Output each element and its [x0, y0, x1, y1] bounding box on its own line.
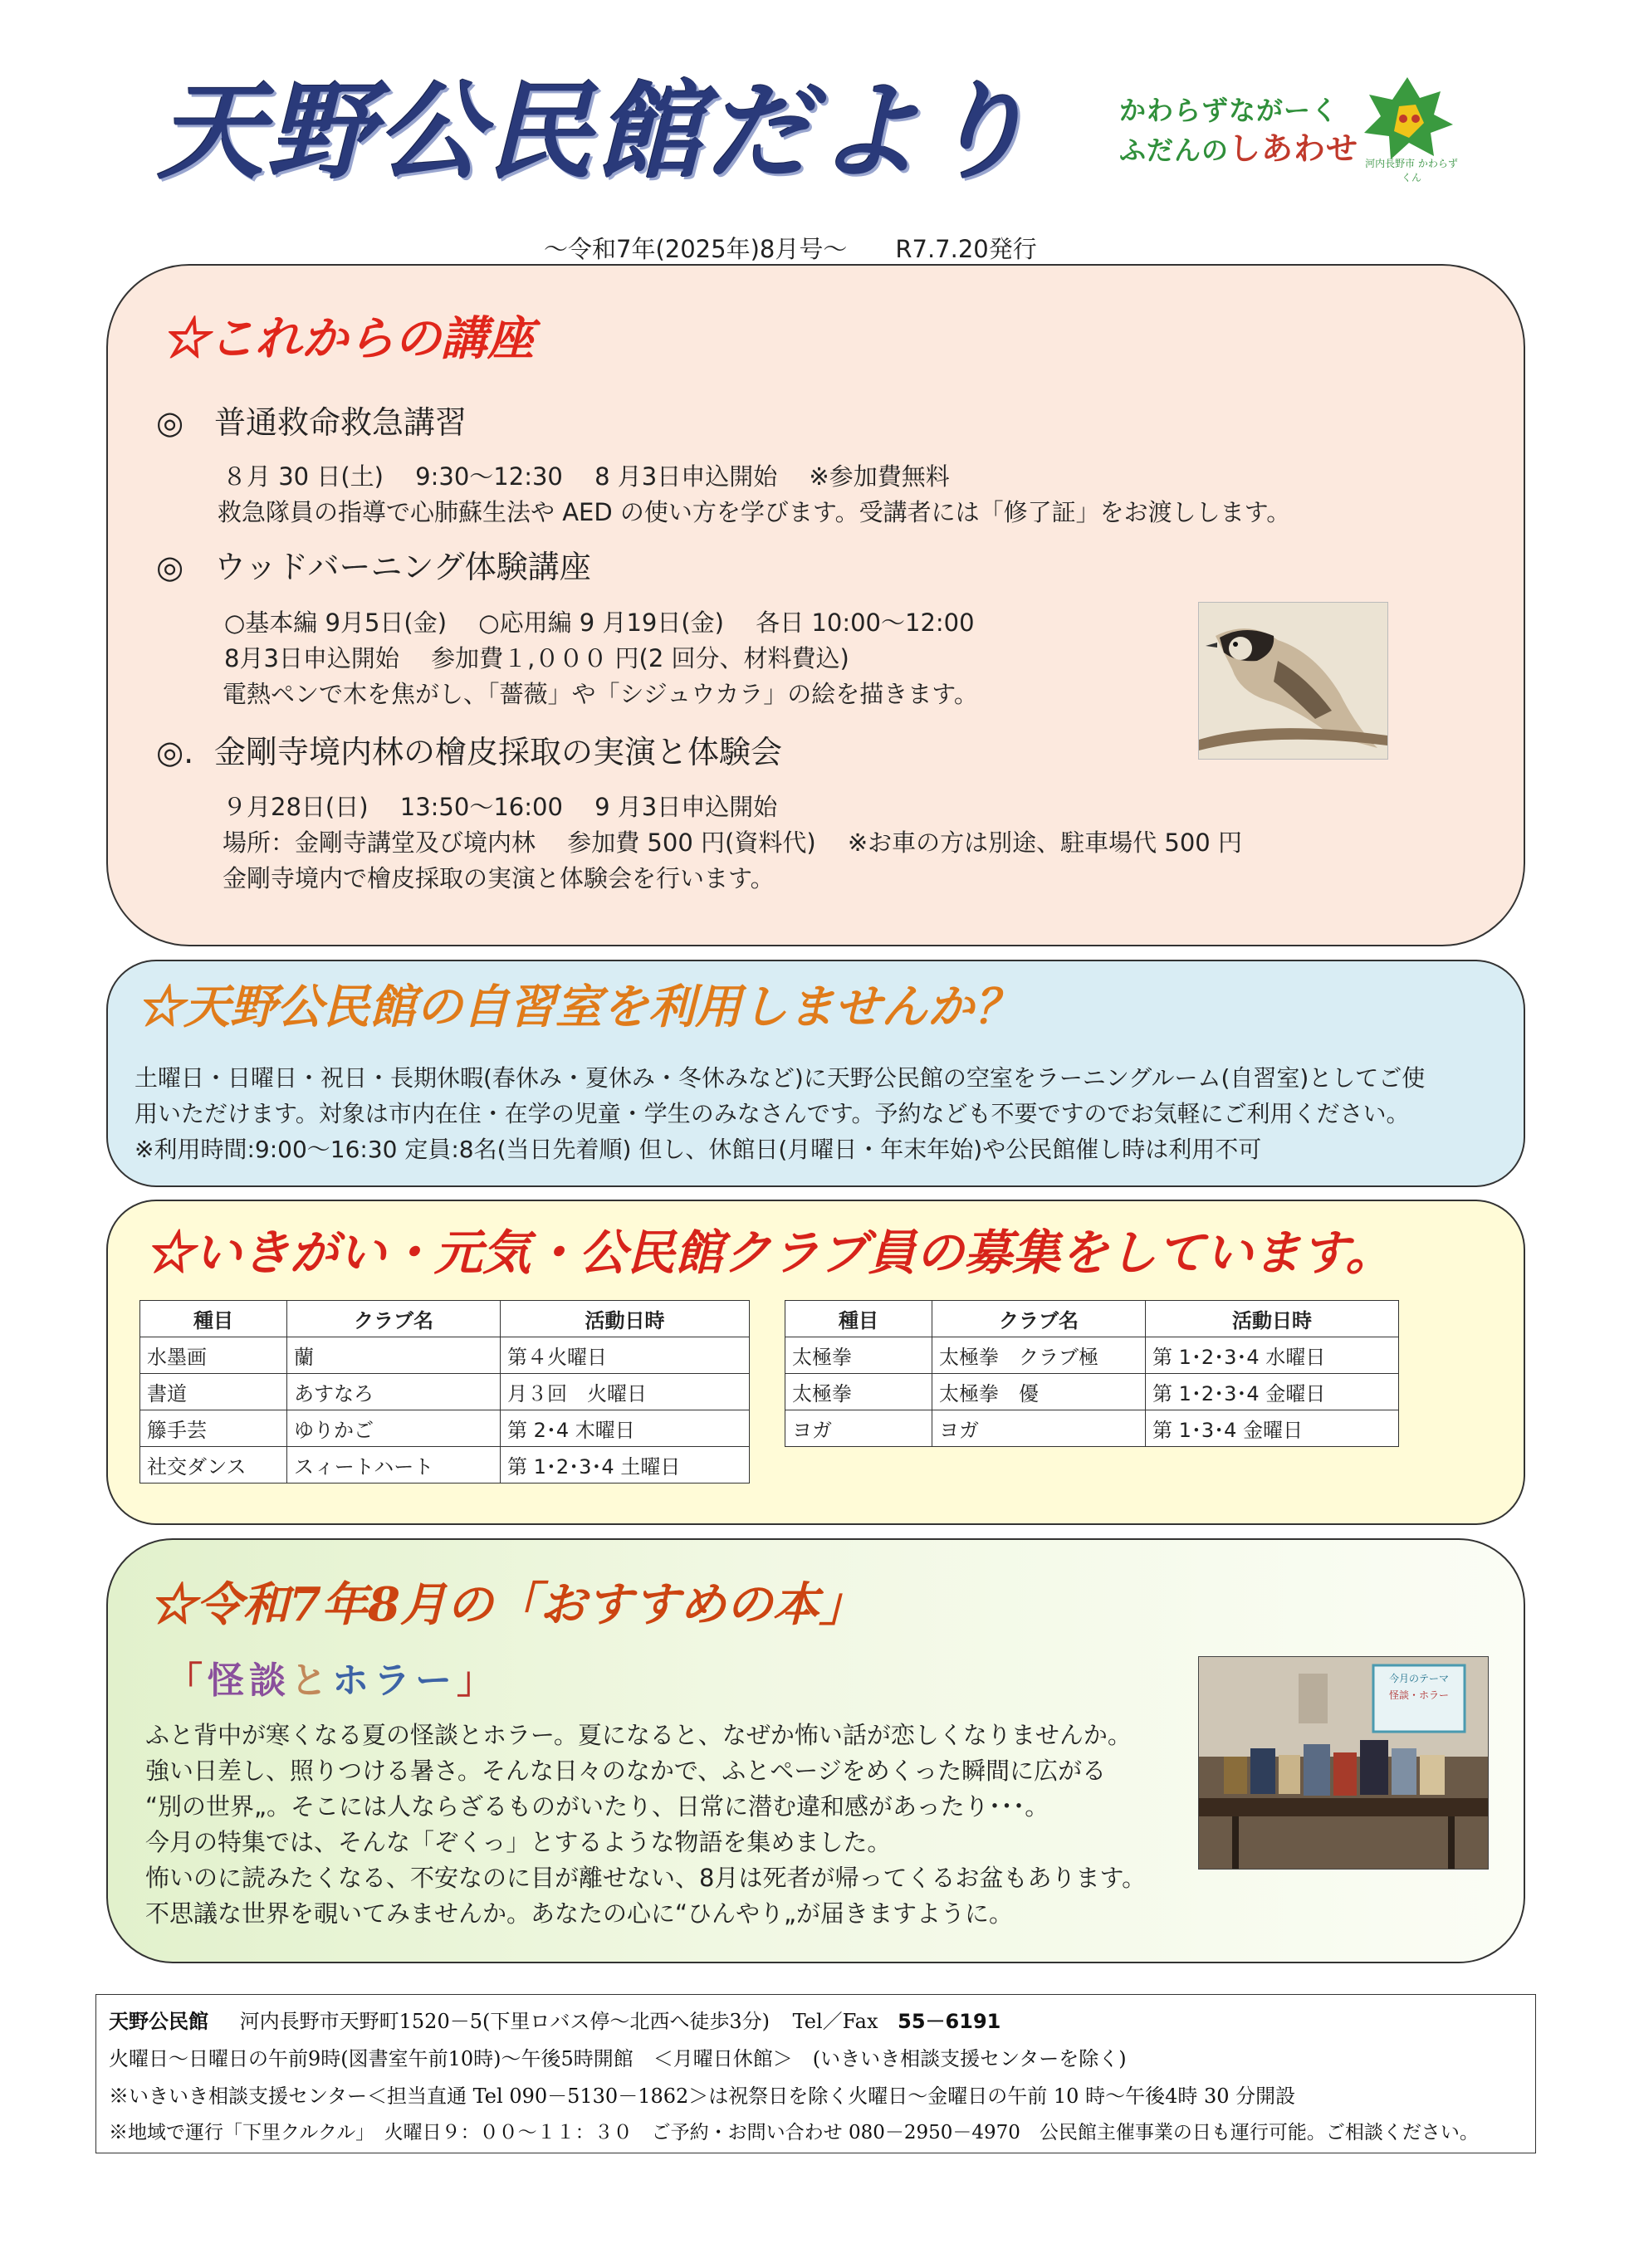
table-cell: 太極拳 クラブ極 [932, 1337, 1146, 1374]
slogan-text: ふだんの [1119, 134, 1230, 166]
column-header: クラブ名 [287, 1301, 501, 1337]
course-2-detail-3: 電熱ペンで木を焦がし、「薔薇」や「シジュウカラ」の絵を描きます。 [223, 680, 978, 708]
table-cell: 社交ダンス [140, 1447, 287, 1483]
table-cell: 水墨画 [140, 1337, 287, 1374]
study-line-3: ※利用時間:9:00～16:30 定員:8名(当日先着順) 但し、休館日(月曜日・年末年始)や公民館催し時は利用不可 [135, 1136, 1262, 1163]
slogan-line-2 [1119, 130, 1358, 169]
slogan [1119, 91, 1358, 169]
column-header: クラブ名 [932, 1301, 1146, 1337]
clubs-table-2 [785, 1300, 1399, 1447]
newsletter-title: 天野公民館だより [158, 70, 1035, 194]
table-cell: 第４火曜日 [501, 1337, 750, 1374]
table-cell: 月３回 火曜日 [501, 1374, 750, 1410]
table-header-row [140, 1301, 750, 1337]
theme-word-horror: ホラー [332, 1659, 457, 1702]
course-2-detail-2: 8月3日申込開始 参加費１,０００ 円(2 回分、材料費込) [224, 644, 849, 672]
table-cell: スィートハート [287, 1447, 501, 1483]
table-cell: ヨガ [932, 1410, 1146, 1447]
column-header: 種目 [785, 1301, 932, 1337]
footer-line-2: 火曜日～日曜日の午前9時(図書室午前10時)～午後5時開館 ＜月曜日休館＞ (いきいき相談支援センターを除く) [109, 2047, 1127, 2070]
course-title-1 [156, 397, 467, 442]
table-cell: 第 1･2･3･4 水曜日 [1146, 1337, 1399, 1374]
table-cell: 太極拳 [785, 1374, 932, 1410]
table-cell: 蘭 [287, 1337, 501, 1374]
table-cell: 太極拳 優 [932, 1374, 1146, 1410]
mascot-logo-icon [1358, 73, 1457, 164]
books-theme-title [166, 1650, 498, 1703]
books-line-6: 不思議な世界を覗いてみませんか。あなたの心に“ひんやり„が届きますように。 [145, 1899, 1014, 1928]
table-row [140, 1337, 750, 1374]
table-row [140, 1447, 750, 1483]
table-cell: ゆりかご [287, 1410, 501, 1447]
course-name: 金剛寺境内林の檜皮採取の実演と体験会 [214, 734, 783, 770]
table-cell: 第 1･3･4 金曜日 [1146, 1410, 1399, 1447]
footer-line-1 [109, 2005, 1000, 2034]
course-3-detail-2: 場所：金剛寺講堂及び境内林 参加費 500 円(資料代) ※お車の方は別途、駐車場代 500 円 [223, 829, 1242, 857]
tel-label: Tel／Fax [792, 2010, 878, 2033]
slogan-highlight: しあわせ [1229, 130, 1359, 167]
theme-word-to: と [291, 1659, 332, 1702]
poster-title: 今月のテーマ [1388, 1673, 1450, 1684]
study-line-2: 用いただけます。対象は市内在住・在学の児童・学生のみなさんです。予約なども不要ですのでお気軽にご利用ください。 [135, 1100, 1410, 1127]
books-line-2: 強い日差し、照りつける暑さ。そんな日々のなかで、ふとページをめくった瞬間に広がる [145, 1757, 1107, 1785]
table-row [140, 1410, 750, 1447]
books-display-photo [1198, 1656, 1489, 1870]
course-1-detail-2: 救急隊員の指導で心肺蘇生法や AED の使い方を学びます。受講者には「修了証」をお渡しします。 [218, 498, 1291, 526]
table-cell: ヨガ [785, 1410, 932, 1447]
publish-date: R7.7.20発行 [895, 235, 1037, 263]
table-cell: 第 1･2･3･4 金曜日 [1146, 1374, 1399, 1410]
books-line-1: ふと背中が寒くなる夏の怪談とホラー。夏になると、なぜか怖い話が恋しくなりませんか。 [145, 1721, 1132, 1749]
book-display-illustration-icon [1199, 1657, 1488, 1869]
books-heading: ☆令和7年8月の「おすすめの本」 [149, 1577, 866, 1632]
tel-number: 55－6191 [898, 2010, 1001, 2033]
bird-illustration-icon [1199, 603, 1387, 759]
table-cell: 第 2･4 木曜日 [501, 1410, 750, 1447]
study-room-heading: ☆天野公民館の自習室を利用しませんか？ [137, 980, 1020, 1034]
course-3-detail-1: ９月28日(日) 13:50～16:00 9 月3日申込開始 [223, 793, 778, 821]
footer-info-box [95, 1994, 1536, 2153]
footer-line-4: ※地域で運行「下里クルクル」 火曜日９：００～１１：３０ ご予約・お問い合わせ 080－2950－4970 公民館主催事業の日も運行可能。ご相談ください。 [109, 2122, 1479, 2143]
bullet-icon: ◎. [156, 734, 194, 770]
books-line-5: 怖いのに読みたくなる、不安なのに目が離せない、8月は死者が帰ってくるお盆もあります。 [145, 1864, 1147, 1892]
course-name: 普通救命救急講習 [214, 404, 467, 441]
bullet-icon: ◎ [156, 549, 184, 585]
course-1-detail-1: ８月 30 日(土) 9:30～12:30 8 月3日申込開始 ※参加費無料 [223, 462, 950, 491]
table-row [140, 1374, 750, 1410]
course-title-2 [156, 541, 591, 587]
column-header: 活動日時 [1146, 1301, 1399, 1337]
books-line-3: “別の世界„。そこには人ならざるものがいたり、日常に潜む違和感があったり･･･。 [145, 1792, 1049, 1821]
bullet-icon: ◎ [156, 404, 184, 441]
table-cell: 第 1･2･3･4 土曜日 [501, 1447, 750, 1483]
course-2-detail-1: ○基本編 9月5日(金) ○応用編 9 月19日(金) 各日 10:00～12:00 [224, 609, 975, 637]
bracket-close: 」 [457, 1659, 498, 1702]
table-cell: 籐手芸 [140, 1410, 287, 1447]
table-row [785, 1374, 1399, 1410]
poster-subtitle: 怪談・ホラー [1388, 1689, 1450, 1701]
facility-name: 天野公民館 [109, 2010, 208, 2033]
theme-word-kaidan: 怪談 [208, 1659, 291, 1702]
bracket-open: 「 [166, 1659, 208, 1702]
courses-heading: ☆これからの講座 [162, 311, 534, 366]
clubs-table-1 [139, 1300, 750, 1483]
facility-address: 河内長野市天野町1520－5(下里ロバス停～北西へ徒歩3分) [239, 2010, 770, 2033]
column-header: 活動日時 [501, 1301, 750, 1337]
clubs-heading: ☆いきがい・元気・公民館クラブ員の募集をしています。 [145, 1224, 1394, 1281]
footer-line-3: ※いきいき相談支援センター＜担当直通 Tel 090－5130－1862＞は祝祭日を除く火曜日～金曜日の午前 10 時～午後4時 30 分開設 [109, 2085, 1296, 2108]
study-line-1: 土曜日・日曜日・祝日・長期休暇(春休み・夏休み・冬休みなど)に天野公民館の空室をラーニングルーム(自習室)としてご使 [135, 1064, 1426, 1092]
table-cell: 書道 [140, 1374, 287, 1410]
table-header-row [785, 1301, 1399, 1337]
table-cell: 太極拳 [785, 1337, 932, 1374]
issue-line [544, 231, 1037, 265]
slogan-line-1: かわらずながーく [1119, 95, 1339, 126]
bird-woodburning-image [1198, 602, 1388, 760]
books-line-4: 今月の特集では、そんな「ぞくっ」とするような物語を集めました。 [145, 1828, 892, 1856]
table-row [785, 1337, 1399, 1374]
mascot-caption: 河内長野市 かわらずくん [1365, 158, 1458, 183]
column-header: 種目 [140, 1301, 287, 1337]
course-title-3 [156, 726, 782, 772]
issue-date: ～令和7年(2025年)8月号～ [544, 235, 848, 263]
table-cell: あすなろ [287, 1374, 501, 1410]
course-name: ウッドバーニング体験講座 [214, 549, 591, 585]
table-row [785, 1410, 1399, 1447]
course-3-detail-3: 金剛寺境内で檜皮採取の実演と体験会を行います。 [223, 864, 775, 892]
